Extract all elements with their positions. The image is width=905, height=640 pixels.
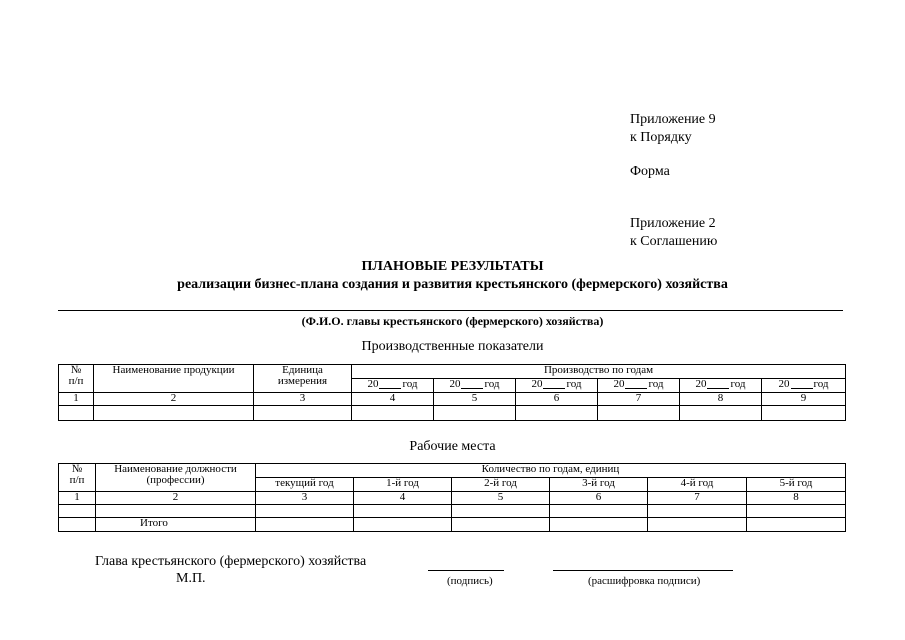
empty-cell[interactable] [96,505,256,518]
empty-cell [59,518,96,532]
col-number: 7 [598,393,680,406]
empty-cell[interactable] [680,406,762,421]
col-number: 2 [96,492,256,505]
head-label: Глава крестьянского (фермерского) хозяйства [95,554,367,569]
empty-cell[interactable] [747,518,846,532]
empty-cell[interactable] [648,505,747,518]
empty-cell[interactable] [762,406,846,421]
col-number: 6 [550,492,648,505]
total-label: Итого [96,518,256,532]
col-unit-header: Единица измерения [254,365,352,393]
year-cell: 20 год [598,379,680,393]
year-cell: 3-й год [550,478,648,492]
col-number: 8 [680,393,762,406]
empty-cell[interactable] [256,518,354,532]
table-row-total [59,518,846,532]
signature-decode-line[interactable] [553,570,733,571]
year-cell: 5-й год [747,478,846,492]
fio-caption: (Ф.И.О. главы крестьянского (фермерского) хозяйства) [301,314,604,328]
year-cell: 4-й год [648,478,747,492]
signature-decode-caption: (расшифровка подписи) [588,575,701,587]
form-label: Форма [630,164,670,179]
col-number: 1 [59,393,94,406]
document-subtitle: реализации бизнес-плана создания и развития крестьянского (фермерского) хозяйства [177,277,728,292]
production-table [58,364,846,421]
col-number: 5 [452,492,550,505]
production-caption: Производственные показатели [361,339,544,354]
empty-cell[interactable] [256,505,354,518]
to-procedure-label: к Порядку [630,130,692,145]
col-number: 2 [94,393,254,406]
empty-cell[interactable] [254,406,352,421]
fio-line [58,310,843,311]
table-row [59,406,846,421]
col-number: 5 [434,393,516,406]
col-num-header: № п/п [59,365,94,393]
col-product-header: Наименование продукции [94,365,254,393]
col-number: 7 [648,492,747,505]
appendix-2-label: Приложение 2 [630,216,716,231]
col-number: 3 [254,393,352,406]
empty-cell[interactable] [434,406,516,421]
empty-cell[interactable] [354,518,452,532]
year-cell: 20 год [434,379,516,393]
empty-cell[interactable] [59,505,96,518]
year-cell: 1-й год [354,478,452,492]
empty-cell[interactable] [452,505,550,518]
empty-cell[interactable] [452,518,550,532]
stamp-label: М.П. [176,571,206,586]
year-cell: 20 год [680,379,762,393]
year-cell: текущий год [256,478,354,492]
col-number: 4 [352,393,434,406]
jobs-table [58,463,846,532]
empty-cell[interactable] [550,518,648,532]
empty-cell[interactable] [352,406,434,421]
table-row [59,492,846,505]
col-number: 9 [762,393,846,406]
quantity-by-years-header: Количество по годам, единиц [256,464,846,478]
table-row [59,393,846,406]
year-cell: 20 год [352,379,434,393]
col-number: 8 [747,492,846,505]
empty-cell[interactable] [598,406,680,421]
empty-cell[interactable] [354,505,452,518]
production-by-years-header: Производство по годам [352,365,846,379]
col-number: 1 [59,492,96,505]
year-cell: 20 год [762,379,846,393]
col-num-header: № п/п [59,464,96,492]
to-agreement-label: к Соглашению [630,234,718,249]
year-cell: 2-й год [452,478,550,492]
empty-cell[interactable] [516,406,598,421]
jobs-caption: Рабочие места [409,439,496,454]
empty-cell[interactable] [648,518,747,532]
signature-caption: (подпись) [447,575,493,587]
document-title: ПЛАНОВЫЕ РЕЗУЛЬТАТЫ [361,259,544,274]
appendix-9-label: Приложение 9 [630,112,716,127]
table-row [59,505,846,518]
empty-cell[interactable] [94,406,254,421]
col-number: 3 [256,492,354,505]
empty-cell[interactable] [59,406,94,421]
signature-line[interactable] [428,570,504,571]
year-cell: 20 год [516,379,598,393]
col-number: 6 [516,393,598,406]
col-number: 4 [354,492,452,505]
empty-cell[interactable] [747,505,846,518]
col-position-header: Наименование должности (профессии) [96,464,256,492]
empty-cell[interactable] [550,505,648,518]
